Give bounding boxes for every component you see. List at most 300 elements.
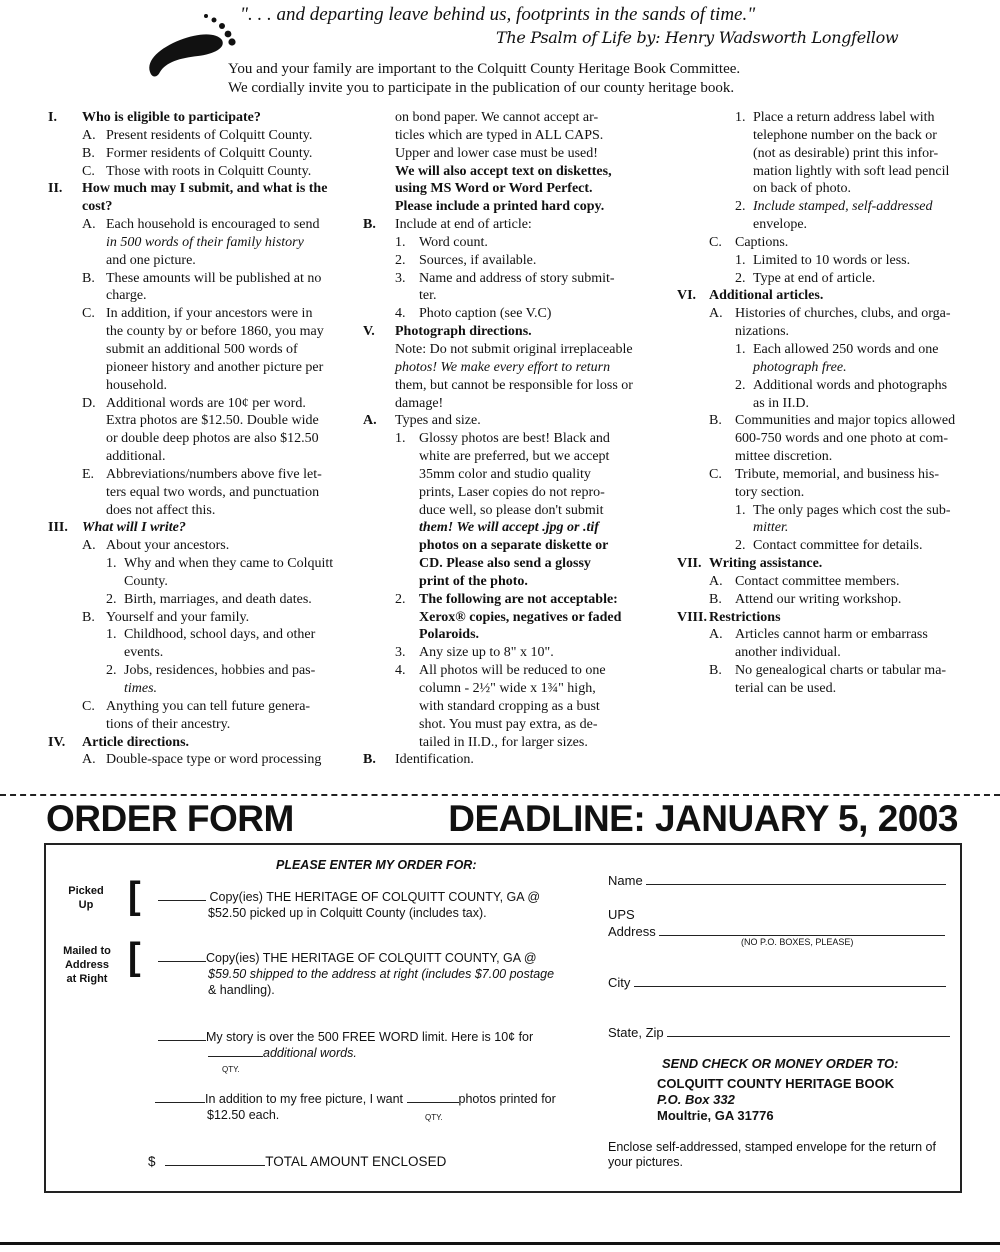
outline-marker: 2.	[106, 591, 117, 607]
bracket-icon: [	[128, 875, 141, 917]
outline-line	[48, 359, 348, 377]
outline-text: Polaroids.	[419, 627, 480, 643]
outline-line	[363, 751, 663, 769]
outline-text: photograph free.	[753, 359, 847, 375]
qty-blank[interactable]	[158, 961, 206, 962]
outline-text: Attend our writing workshop.	[735, 591, 902, 607]
outline-line	[363, 555, 663, 573]
outline-marker: B.	[82, 145, 95, 161]
outline-text: photos! We make every effort to return	[395, 359, 611, 375]
outline-line	[677, 395, 977, 413]
outline-text: Tribute, memorial, and business his-	[735, 466, 940, 482]
outline-text: Additional words are 10¢ per word.	[106, 395, 306, 411]
picked-up-option[interactable]	[158, 889, 540, 921]
outline-text: and one picture.	[106, 252, 196, 268]
outline-text: tailed in II.D., for larger sizes.	[419, 734, 588, 750]
outline-text: The only pages which cost the sub-	[753, 502, 951, 518]
name-field[interactable]	[608, 873, 946, 888]
outline-line	[48, 109, 348, 127]
outline-text: (not as desirable) print this infor-	[753, 145, 939, 161]
qty-blank[interactable]	[158, 1040, 206, 1041]
outline-text: Each household is encouraged to send	[106, 217, 320, 233]
extra-words-option[interactable]	[158, 1029, 533, 1061]
outline-text: Word count.	[419, 234, 488, 250]
outline-line	[48, 412, 348, 430]
outline-line	[363, 234, 663, 252]
outline-text: Identification.	[395, 752, 474, 768]
outline-marker: 1.	[735, 341, 746, 357]
outline-line	[48, 216, 348, 234]
outline-text: Contact committee for details.	[753, 538, 923, 554]
outline-text: Yourself and your family.	[106, 609, 250, 625]
outline-line	[363, 716, 663, 734]
state-zip-field[interactable]	[608, 1025, 950, 1040]
outline-marker: A.	[363, 413, 377, 429]
name-blank[interactable]	[646, 884, 946, 885]
outline-line	[363, 466, 663, 484]
city-state-zip: Moultrie, GA 31776	[657, 1108, 774, 1123]
outline-text: mitter.	[753, 520, 789, 536]
outline-text: Photograph directions.	[395, 324, 532, 340]
outline-line	[677, 644, 977, 662]
option-text: $59.50 shipped to the address at right (includes $7.00 postage	[208, 967, 555, 981]
outline-text: household.	[106, 377, 168, 393]
outline-text: tory section.	[735, 484, 805, 500]
outline-line	[677, 573, 977, 591]
outline-text: Birth, marriages, and death dates.	[124, 591, 312, 607]
outline-line	[677, 502, 977, 520]
outline-line	[363, 359, 663, 377]
ups-label: UPS	[608, 907, 635, 922]
label-text: Mailed to	[63, 945, 111, 957]
outline-line	[677, 662, 977, 680]
deadline: DEADLINE: JANUARY 5, 2003	[448, 798, 958, 839]
outline-text: in 500 words of their family history	[106, 234, 304, 250]
outline-line	[363, 395, 663, 413]
mailed-option[interactable]	[158, 950, 554, 998]
option-text: additional words.	[263, 1046, 357, 1060]
outline-marker: 1.	[106, 556, 117, 572]
outline-text: on back of photo.	[753, 181, 851, 197]
outline-text: Anything you can tell future genera-	[106, 698, 311, 714]
outline-text: Former residents of Colquitt County.	[106, 145, 313, 161]
outline-line	[677, 252, 977, 270]
outline-line	[677, 609, 977, 627]
outline-marker: C.	[709, 466, 722, 482]
outline-text: Abbreviations/numbers above five let-	[106, 466, 322, 482]
outline-text: Place a return address label with	[753, 110, 935, 125]
qty-blank[interactable]	[155, 1102, 205, 1103]
outline-line	[363, 323, 663, 341]
option-text: My story is over the 500 FREE WORD limit. Here is 10¢ for	[206, 1030, 534, 1044]
no-po-boxes-note: (NO P.O. BOXES, PLEASE)	[741, 937, 854, 947]
outline-text: Article directions.	[82, 734, 190, 750]
outline-marker: I.	[48, 110, 57, 125]
outline-line	[363, 484, 663, 502]
outline-text: About your ancestors.	[106, 538, 230, 554]
outline-marker: VIII.	[677, 609, 707, 625]
outline-marker: D.	[82, 395, 96, 411]
city-blank[interactable]	[634, 986, 946, 987]
outline-marker: VI.	[677, 288, 697, 304]
outline-marker: 2.	[106, 663, 117, 679]
outline-marker: B.	[363, 752, 376, 768]
outline-text: County.	[124, 573, 168, 589]
outline-line	[48, 430, 348, 448]
outline-text: the county by or before 1860, you may	[106, 324, 324, 340]
qty-label: QTY.	[425, 1113, 443, 1122]
enclose-note-1: Enclose self-addressed, stamped envelope for the return of	[608, 1140, 936, 1154]
outline-marker: VII.	[677, 556, 702, 572]
outline-text: Additional articles.	[709, 288, 824, 304]
outline-text: These amounts will be published at no	[106, 270, 322, 286]
outline-marker: II.	[48, 181, 63, 197]
outline-line	[363, 573, 663, 591]
outline-line	[677, 377, 977, 395]
outline-line	[48, 698, 348, 716]
total-blank[interactable]	[165, 1165, 265, 1166]
order-form-title: ORDER FORM	[46, 798, 294, 839]
outline-marker: A.	[709, 306, 723, 322]
outline-line	[363, 626, 663, 644]
outline-marker: C.	[82, 306, 95, 322]
outline-text: damage!	[395, 395, 444, 411]
outline-line	[48, 287, 348, 305]
outline-marker: C.	[709, 234, 722, 250]
outline-line	[677, 305, 977, 323]
outline-line	[48, 734, 348, 752]
outline-line	[363, 662, 663, 680]
outline-text: Xerox® copies, negatives or faded	[419, 609, 622, 625]
outline-line	[677, 412, 977, 430]
outline-line	[48, 751, 348, 769]
outline-text: them, but cannot be responsible for loss or	[395, 377, 633, 393]
words-qty-blank[interactable]	[208, 1056, 263, 1057]
outline-text: Articles cannot harm or embarrass	[735, 627, 928, 643]
enclose-note-2: your pictures.	[608, 1155, 684, 1169]
outline-text: Those with roots in Colquitt County.	[106, 163, 312, 179]
outline-text: CD. Please also send a glossy	[419, 556, 591, 572]
outline-line	[677, 163, 977, 181]
outline-text: Sources, if available.	[419, 252, 537, 268]
outline-text: envelope.	[753, 217, 808, 233]
outline-marker: 2.	[395, 591, 406, 607]
outline-marker: IV.	[48, 734, 66, 750]
outline-line	[48, 716, 348, 734]
outline-line	[48, 662, 348, 680]
extra-photos-option[interactable]	[155, 1091, 556, 1123]
outline-text: In addition, if your ancestors were in	[106, 306, 313, 322]
outline-text: 600-750 words and one photo at com-	[735, 431, 949, 447]
outline-line	[48, 609, 348, 627]
outline-text: prints, Laser copies do not repro-	[419, 484, 605, 500]
outline-marker: 2.	[735, 270, 746, 286]
outline-text: Restrictions	[709, 609, 781, 625]
outline-line	[677, 341, 977, 359]
outline-text: Writing assistance.	[709, 556, 823, 572]
outline-text: pioneer history and another picture per	[106, 359, 324, 375]
outline-text: white are preferred, but we accept	[419, 449, 610, 465]
outline-line	[363, 698, 663, 716]
option-text: In addition to my free picture, I want	[205, 1092, 404, 1106]
outline-line	[677, 466, 977, 484]
outline-marker: 4.	[395, 663, 406, 679]
outline-text: Present residents of Colquitt County.	[106, 127, 313, 143]
dollar-sign: $	[148, 1154, 156, 1169]
outline-line	[363, 270, 663, 288]
outline-text: No genealogical charts or tabular ma-	[735, 663, 947, 679]
outline-line	[677, 109, 977, 127]
photos-qty-blank[interactable]	[407, 1102, 459, 1103]
field-label: City	[608, 975, 631, 990]
outline-text: print of the photo.	[419, 573, 528, 589]
outline-line	[48, 127, 348, 145]
city-field[interactable]	[608, 975, 946, 990]
outline-marker: V.	[363, 324, 375, 340]
outline-line	[48, 163, 348, 181]
outline-text: Types and size.	[395, 413, 481, 429]
outline-marker: 1.	[735, 110, 746, 125]
label-text: Picked	[68, 885, 104, 897]
outline-marker: A.	[709, 573, 723, 589]
outline-line	[48, 466, 348, 484]
outline-line	[48, 680, 348, 698]
outline-line	[363, 430, 663, 448]
outline-marker: 3.	[395, 270, 406, 286]
field-label: State, Zip	[608, 1025, 664, 1040]
option-text: $52.50 picked up in Colquitt County (includes tax).	[208, 906, 487, 920]
outline-marker: 1.	[735, 502, 746, 518]
outline-text: How much may I submit, and what is the	[82, 181, 328, 197]
outline-text: 35mm color and studio quality	[419, 466, 591, 482]
outline-line	[677, 626, 977, 644]
outline-line	[48, 305, 348, 323]
outline-marker: 1.	[735, 252, 746, 268]
outline-text: as in II.D.	[753, 395, 809, 411]
outline-marker: B.	[709, 413, 722, 429]
outline-line	[48, 234, 348, 252]
outline-marker: C.	[82, 698, 95, 714]
intro-line-1: You and your family are important to the Colquitt County Heritage Book Committee.	[228, 61, 741, 77]
outline-marker: A.	[82, 752, 96, 768]
outline-text: We will also accept text on diskettes,	[395, 163, 612, 179]
outline-line	[677, 359, 977, 377]
outline-text: Who is eligible to participate?	[82, 110, 261, 125]
outline-line	[363, 305, 663, 323]
outline-line	[363, 680, 663, 698]
outline-line	[363, 412, 663, 430]
outline-text: Include stamped, self-addressed	[753, 199, 933, 215]
outline-text: Double-space type or word processing	[106, 752, 322, 768]
outline-text: Each allowed 250 words and one	[753, 341, 939, 357]
outline-text: Note: Do not submit original irreplaceable	[395, 341, 633, 357]
outline-line	[363, 644, 663, 662]
outline-line	[677, 127, 977, 145]
outline-line	[363, 734, 663, 752]
outline-marker: E.	[82, 466, 95, 482]
outline-text: Glossy photos are best! Black and	[419, 431, 610, 447]
outline-marker: 1.	[395, 431, 406, 447]
total-amount[interactable]	[148, 1154, 446, 1170]
outline-marker: III.	[48, 520, 68, 536]
outline-text: Name and address of story submit-	[419, 270, 615, 286]
outline-marker: 4.	[395, 306, 406, 322]
outline-line	[363, 127, 663, 145]
outline-line	[677, 448, 977, 466]
outline-line	[677, 145, 977, 163]
field-label: Address	[608, 924, 656, 939]
outline-line	[677, 216, 977, 234]
mailed-label	[56, 944, 118, 986]
outline-line	[48, 341, 348, 359]
outline-line	[48, 573, 348, 591]
outline-line	[677, 234, 977, 252]
outline-line	[363, 198, 663, 216]
outline-marker: A.	[82, 127, 96, 143]
outline-text: What will I write?	[82, 520, 186, 536]
outline-marker: 3.	[395, 645, 406, 661]
outline-text: Photo caption (see V.C)	[419, 306, 552, 322]
outline-text: does not affect this.	[106, 502, 216, 518]
outline-line	[677, 198, 977, 216]
outline-line	[363, 537, 663, 555]
outline-marker: 2.	[735, 538, 746, 554]
outline-text: Upper and lower case must be used!	[395, 145, 598, 161]
outline-line	[48, 180, 348, 198]
outline-marker: 2.	[735, 199, 746, 215]
order-heading: PLEASE ENTER MY ORDER FOR:	[276, 858, 477, 872]
outline-line	[48, 644, 348, 662]
outline-line	[48, 377, 348, 395]
outline-marker: A.	[709, 627, 723, 643]
outline-marker: 2.	[735, 377, 746, 393]
state-zip-blank[interactable]	[667, 1036, 950, 1037]
option-text: Copy(ies) THE HERITAGE OF COLQUITT COUNTY, GA @	[209, 890, 541, 904]
quote-attribution: The Psalm of Life by: Henry Wadsworth Longfellow	[496, 28, 899, 47]
outline-marker: A.	[82, 538, 96, 554]
outline-text: Histories of churches, clubs, and orga-	[735, 306, 951, 322]
outline-text: Contact committee members.	[735, 573, 900, 589]
outline-text: cost?	[82, 199, 113, 215]
cut-line	[0, 794, 1000, 796]
outline-line	[677, 484, 977, 502]
outline-text: Why and when they came to Colquitt	[124, 556, 334, 572]
outline-marker: 1.	[106, 627, 117, 643]
outline-text: Include at end of article:	[395, 217, 532, 233]
outline-text: submit an additional 500 words of	[106, 341, 298, 357]
outline-line	[677, 519, 977, 537]
outline-marker: B.	[363, 217, 376, 233]
outline-line	[363, 448, 663, 466]
outline-line	[363, 145, 663, 163]
outline-line	[677, 323, 977, 341]
outline-text: times.	[124, 681, 158, 696]
outline-text: nizations.	[735, 324, 790, 340]
outline-marker: B.	[82, 270, 95, 286]
total-label: TOTAL AMOUNT ENCLOSED	[265, 1154, 447, 1169]
outline-line	[48, 323, 348, 341]
outline-text: Jobs, residences, hobbies and pas-	[124, 663, 316, 679]
label-text: at Right	[66, 973, 108, 985]
outline-text: Captions.	[735, 234, 789, 250]
qty-label: QTY.	[222, 1065, 240, 1074]
outline-text: Communities and major topics allowed	[735, 413, 956, 429]
outline-text: Limited to 10 words or less.	[753, 252, 911, 268]
outline-line	[677, 287, 977, 305]
outline-text: mation lightly with soft lead pencil	[753, 163, 950, 179]
outline-text: ter.	[419, 288, 437, 304]
outline-line	[48, 591, 348, 609]
option-text: Copy(ies) THE HERITAGE OF COLQUITT COUNTY, GA @	[206, 951, 537, 965]
outline-marker: B.	[709, 663, 722, 679]
outline-line	[363, 502, 663, 520]
outline-text: Additional words and photographs	[753, 377, 948, 393]
outline-line	[363, 180, 663, 198]
outline-line	[677, 270, 977, 288]
longfellow-quote: ". . . and departing leave behind us, footprints in the sands of time."	[240, 4, 756, 25]
outline-text: Childhood, school days, and other	[124, 627, 316, 643]
outline-text: ters equal two words, and punctuation	[106, 484, 320, 500]
outline-line	[363, 109, 663, 127]
address-blank[interactable]	[659, 935, 945, 936]
outline-marker: 1.	[395, 234, 406, 250]
outline-line	[363, 341, 663, 359]
outline-text: photos on a separate diskette or	[419, 538, 609, 554]
guidelines-column-1	[48, 109, 348, 769]
outline-line	[363, 609, 663, 627]
footprint-icon	[140, 10, 240, 78]
outline-text: with standard cropping as a bust	[419, 698, 600, 714]
outline-line	[363, 377, 663, 395]
guidelines-column-2	[363, 109, 663, 769]
outline-line	[48, 555, 348, 573]
outline-text: another individual.	[735, 645, 841, 661]
guidelines-column-3	[677, 109, 977, 698]
outline-line	[48, 395, 348, 413]
outline-text: The following are not acceptable:	[419, 591, 618, 607]
outline-text: shot. You must pay extra, as de-	[419, 716, 598, 732]
outline-line	[677, 180, 977, 198]
outline-line	[363, 287, 663, 305]
outline-text: events.	[124, 645, 164, 661]
outline-text: or double deep photos are also $12.50	[106, 431, 319, 447]
outline-text: using MS Word or Word Perfect.	[395, 181, 593, 197]
outline-line	[677, 555, 977, 573]
outline-line	[363, 591, 663, 609]
option-text: photos printed for	[458, 1092, 556, 1106]
outline-line	[48, 484, 348, 502]
outline-marker: 2.	[395, 252, 406, 268]
outline-line	[48, 448, 348, 466]
outline-text: Extra photos are $12.50. Double wide	[106, 413, 319, 429]
outline-text: on bond paper. We cannot accept ar-	[395, 110, 599, 125]
outline-text: column - 2½" wide x 1¾" high,	[419, 681, 596, 696]
qty-blank[interactable]	[158, 900, 206, 901]
outline-text: telephone number on the back or	[753, 127, 937, 143]
org-name: COLQUITT COUNTY HERITAGE BOOK	[657, 1076, 895, 1091]
outline-line	[48, 519, 348, 537]
outline-text: Type at end of article.	[753, 270, 876, 286]
outline-line	[48, 502, 348, 520]
outline-text: them! We will accept .jpg or .tif	[419, 520, 599, 536]
outline-text: All photos will be reduced to one	[419, 663, 606, 679]
outline-line	[677, 430, 977, 448]
outline-text: terial can be used.	[735, 681, 837, 696]
bracket-icon: [	[128, 936, 141, 978]
outline-text: ticles which are typed in ALL CAPS.	[395, 127, 604, 143]
outline-marker: C.	[82, 163, 95, 179]
outline-text: charge.	[106, 288, 147, 304]
